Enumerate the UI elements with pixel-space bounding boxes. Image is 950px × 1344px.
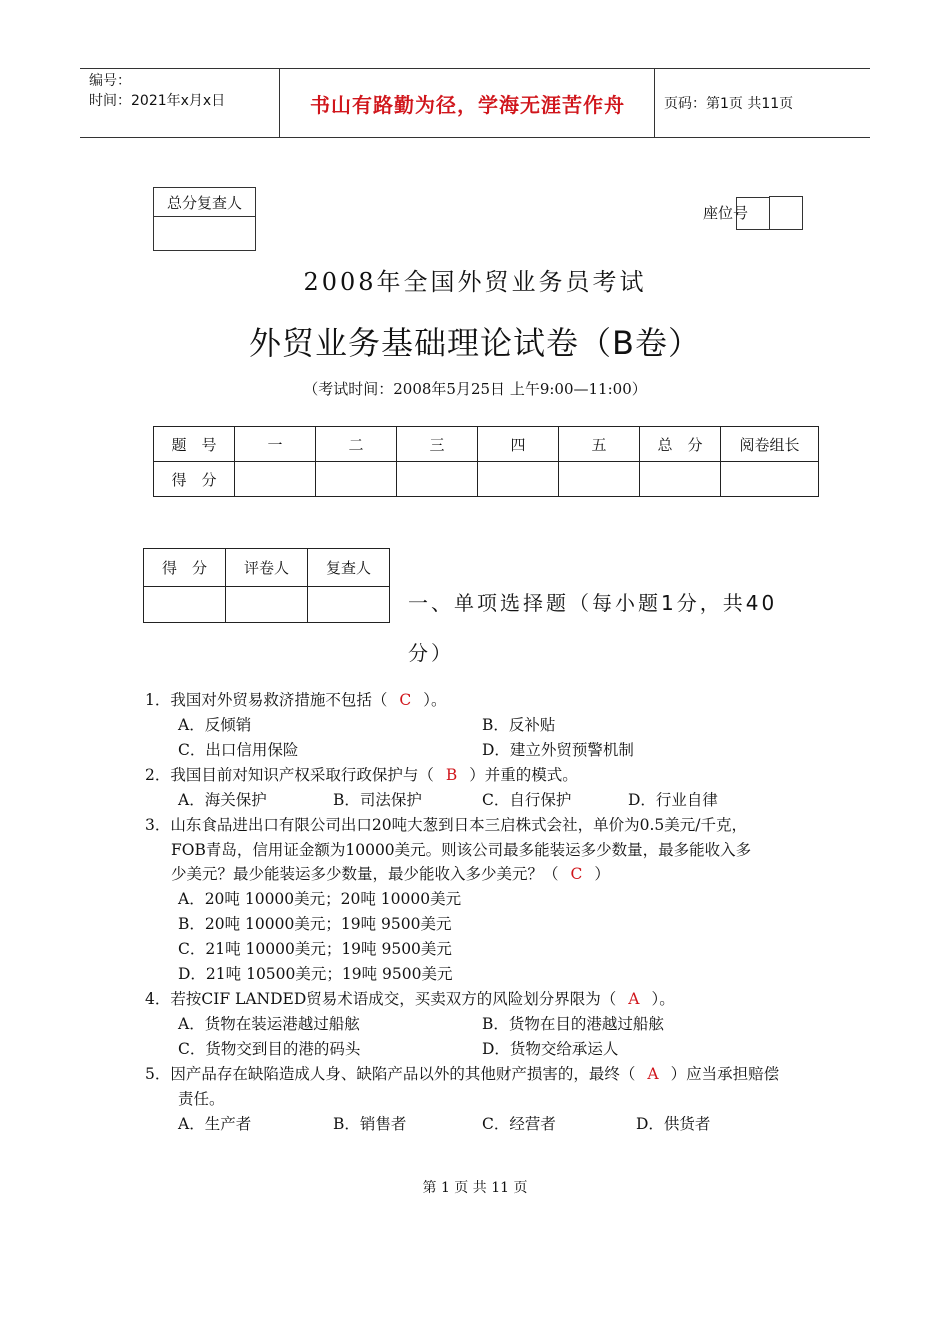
exam-title: 2008年全国外贸业务员考试 — [303, 268, 647, 296]
score-cell — [235, 462, 316, 497]
grade-header-cell: 评卷人 — [226, 549, 308, 587]
section-heading-line1: 一、单项选择题（每小题1分，共40 — [408, 591, 778, 615]
option: B．司法保护 — [333, 791, 422, 809]
total-score-reviewer-label: 总分复查人 — [154, 188, 255, 217]
score-table-header-row — [154, 427, 819, 462]
question-5-stem — [145, 1062, 779, 1084]
score-table-score-row — [154, 462, 819, 497]
answer-mark: C — [570, 865, 583, 883]
option: D．建立外贸预警机制 — [482, 741, 634, 759]
question-stem-text: ）应当承担赔偿 — [670, 1065, 780, 1083]
grade-header-cell: 得 分 — [144, 549, 226, 587]
section-grade-table — [143, 548, 390, 623]
question-stem-text: ）。 — [651, 990, 675, 1008]
score-header-cell: 四 — [478, 427, 559, 462]
grade-header-row — [144, 549, 390, 587]
question-stem-text: 2．我国目前对知识产权采取行政保护与（ — [145, 766, 434, 784]
score-cell — [397, 462, 478, 497]
paper-title: 外贸业务基础理论试卷（B卷） — [249, 324, 701, 362]
question-stem-text: ）。 — [423, 691, 447, 709]
grade-cell — [226, 587, 308, 623]
option: B．销售者 — [333, 1115, 407, 1133]
answer-mark: B — [445, 766, 458, 784]
option: A．20吨 10000美元；20吨 10000美元 — [178, 890, 462, 908]
score-header-cell: 二 — [316, 427, 397, 462]
seat-number — [703, 196, 803, 230]
total-score-reviewer-box — [153, 187, 256, 251]
page-footer: 第 1 页 共 11 页 — [422, 1180, 528, 1196]
exam-time-note: （考试时间：2008年5月25日 上午9:00—11:00） — [303, 380, 647, 398]
score-header-cell: 题 号 — [154, 427, 235, 462]
score-header-cell: 五 — [559, 427, 640, 462]
seat-number-box-2 — [769, 196, 803, 230]
option: D．21吨 10500美元；19吨 9500美元 — [178, 965, 453, 983]
answer-mark: A — [628, 990, 640, 1008]
seat-number-label: 座位号 — [703, 203, 749, 222]
answer-mark: C — [399, 691, 412, 709]
option: D．货物交给承运人 — [482, 1040, 619, 1058]
question-5-line2: 责任。 — [178, 1090, 225, 1108]
question-stem-text: 少美元？最少能装运多少数量，最少能收入多少美元？（ — [171, 865, 559, 883]
option: A．反倾销 — [178, 716, 252, 734]
score-row-label: 得 分 — [154, 462, 235, 497]
score-header-cell: 总 分 — [640, 427, 721, 462]
question-3-line2: FOB青岛，信用证金额为10000美元。则该公司最多能装运多少数量，最多能收入多 — [171, 841, 752, 859]
option: A．生产者 — [178, 1115, 252, 1133]
seat-number-box-1 — [736, 197, 769, 230]
question-stem-text: ） — [594, 865, 610, 883]
header-page-code: 页码：第1页 共11页 — [664, 96, 794, 112]
score-cell — [316, 462, 397, 497]
option: C．经营者 — [482, 1115, 556, 1133]
option: A．货物在装运港越过船舷 — [178, 1015, 360, 1033]
score-cell — [640, 462, 721, 497]
question-4-stem — [145, 987, 675, 1009]
score-cell — [478, 462, 559, 497]
score-header-cell: 一 — [235, 427, 316, 462]
question-2-stem — [145, 763, 578, 785]
header-motto: 书山有路勤为径，学海无涯苦作舟 — [281, 69, 655, 137]
question-3-line1: 3．山东食品进出口有限公司出口20吨大葱到日本三启株式会社，单价为0.5美元/千克， — [145, 816, 747, 834]
score-header-cell: 三 — [397, 427, 478, 462]
option: C．21吨 10000美元；19吨 9500美元 — [178, 940, 452, 958]
question-stem-text: ）并重的模式。 — [469, 766, 578, 784]
option: D．行业自律 — [628, 791, 718, 809]
option: B．货物在目的港越过船舷 — [482, 1015, 664, 1033]
question-stem-text: 4．若按CIF LANDED贸易术语成交，买卖双方的风险划分界限为（ — [145, 990, 617, 1008]
option: C．出口信用保险 — [178, 741, 299, 759]
grade-cell — [308, 587, 390, 623]
header-meta — [80, 69, 280, 137]
question-stem-text: 5．因产品存在缺陷造成人身、缺陷产品以外的其他财产损害的，最终（ — [145, 1065, 636, 1083]
section-heading — [408, 578, 818, 678]
answer-mark: A — [647, 1065, 659, 1083]
option: A．海关保护 — [178, 791, 267, 809]
option: C．货物交到目的港的码头 — [178, 1040, 361, 1058]
grade-cell — [144, 587, 226, 623]
document-number-label: 编号： — [89, 73, 131, 89]
question-3-line3 — [171, 862, 610, 884]
score-cell — [559, 462, 640, 497]
section-heading-line2: 分） — [408, 641, 454, 665]
option: C．自行保护 — [482, 791, 572, 809]
question-stem-text: 1．我国对外贸易救济措施不包括（ — [145, 691, 388, 709]
score-table — [153, 426, 819, 497]
document-time-label: 时间：2021年x月x日 — [89, 93, 226, 109]
score-cell — [721, 462, 819, 497]
page-header — [80, 68, 870, 138]
grade-value-row — [144, 587, 390, 623]
score-header-cell: 阅卷组长 — [721, 427, 819, 462]
option: B．20吨 10000美元；19吨 9500美元 — [178, 915, 452, 933]
option: B．反补贴 — [482, 716, 556, 734]
option: D．供货者 — [636, 1115, 711, 1133]
grade-header-cell: 复查人 — [308, 549, 390, 587]
question-1-stem — [145, 688, 447, 710]
